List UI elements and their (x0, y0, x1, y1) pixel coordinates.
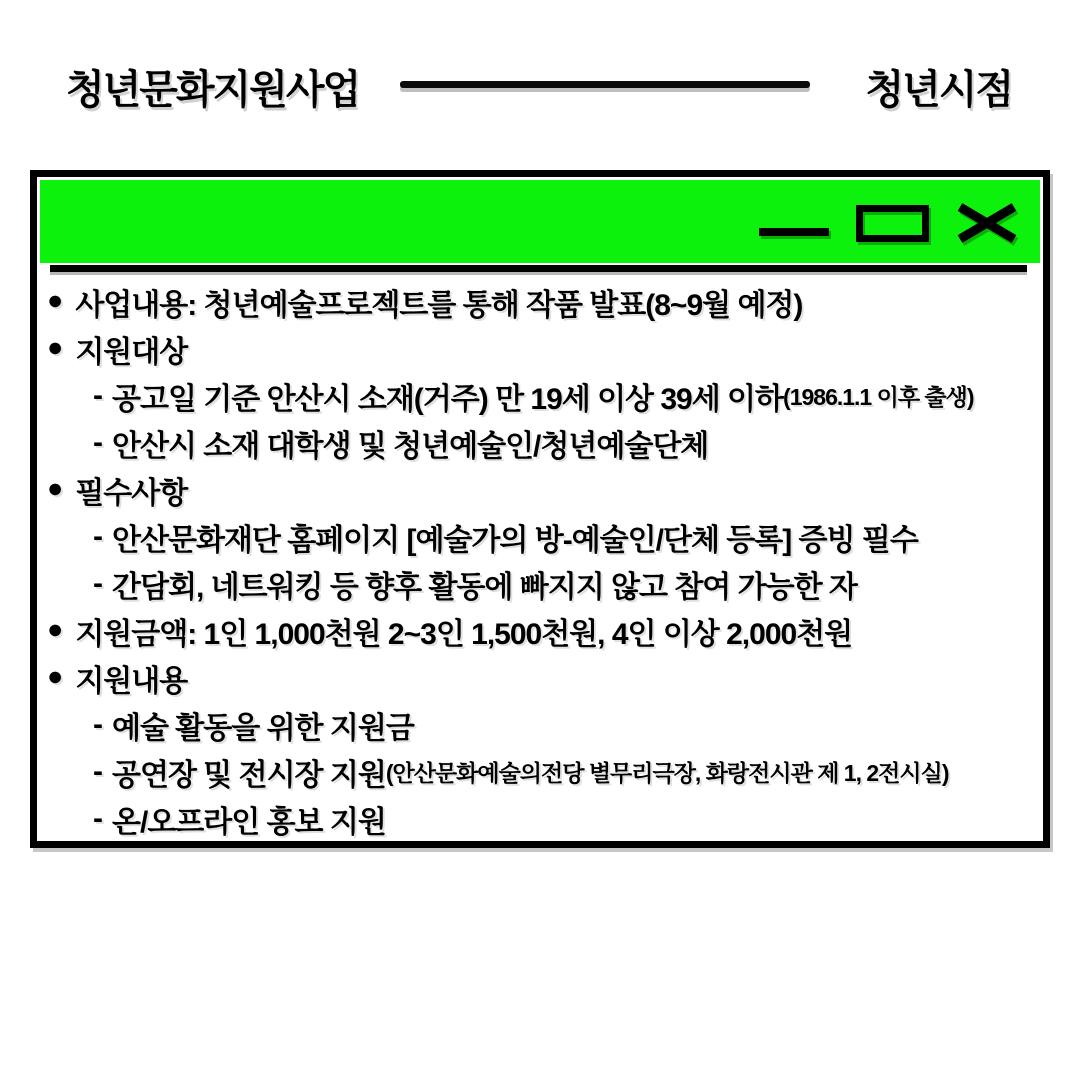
dash-marker: - (93, 425, 102, 459)
list-item (47, 278, 1039, 325)
line-smalltext: (안산문화예술의전당 별무리극장, 화랑전시관 제 1, 2전시실) (385, 760, 949, 786)
list-item (47, 466, 1039, 513)
close-icon[interactable] (956, 203, 1018, 243)
line-text: 간담회, 네트워킹 등 향후 활동에 빠지지 않고 참여 가능한 자 (112, 570, 857, 604)
line-text: 예술 활동을 위한 지원금 (112, 711, 414, 745)
list-item (47, 513, 1039, 560)
dash-marker: - (93, 707, 102, 741)
bullet-icon: ● (47, 614, 63, 644)
window (30, 170, 1050, 848)
list-item (47, 607, 1039, 654)
line-text: 지원대상 (75, 335, 188, 369)
dash-marker: - (93, 754, 102, 788)
line-text: 안산시 소재 대학생 및 청년예술인/청년예술단체 (112, 429, 709, 463)
line-text: 온/오프라인 홍보 지원 (112, 805, 386, 839)
bullet-icon: ● (47, 285, 63, 315)
header-title-right: 청년시점 (865, 68, 1012, 112)
line-text: 공연장 및 전시장 지원 (112, 758, 386, 792)
list-item (47, 325, 1039, 372)
line-text: 필수사항 (75, 476, 188, 510)
window-titlebar (40, 180, 1040, 263)
line-text: 지원내용 (75, 664, 188, 698)
minimize-icon[interactable] (759, 228, 829, 236)
window-content (37, 272, 1043, 842)
list-item (47, 560, 1039, 607)
line-text: 지원금액: 1인 1,000천원 2~3인 1,500천원, 4인 이상 2,000천원 (75, 617, 853, 651)
line-text: 사업내용: 청년예술프로젝트를 통해 작품 발표(8~9월 예정) (75, 288, 803, 322)
maximize-icon[interactable] (856, 205, 929, 242)
bullet-icon: ● (47, 661, 63, 691)
dash-marker: - (93, 566, 102, 600)
list-item (47, 372, 1039, 419)
header-title-left: 청년문화지원사업 (66, 68, 360, 112)
list-item (47, 748, 1039, 795)
titlebar-divider (50, 265, 1027, 272)
dash-marker: - (93, 801, 102, 835)
header-divider (400, 81, 810, 88)
bullet-icon: ● (47, 473, 63, 503)
dash-marker: - (93, 378, 102, 412)
list-item (47, 795, 1039, 842)
list-item (47, 654, 1039, 701)
list-item (47, 701, 1039, 748)
dash-marker: - (93, 519, 102, 553)
list-item (47, 419, 1039, 466)
window-controls (759, 203, 1018, 243)
bullet-icon: ● (47, 332, 63, 362)
line-text: 안산문화재단 홈페이지 [예술가의 방-예술인/단체 등록] 증빙 필수 (112, 523, 918, 557)
line-smalltext: (1986.1.1 이후 출생) (783, 384, 974, 410)
line-text: 공고일 기준 안산시 소재(거주) 만 19세 이상 39세 이하 (112, 382, 784, 416)
